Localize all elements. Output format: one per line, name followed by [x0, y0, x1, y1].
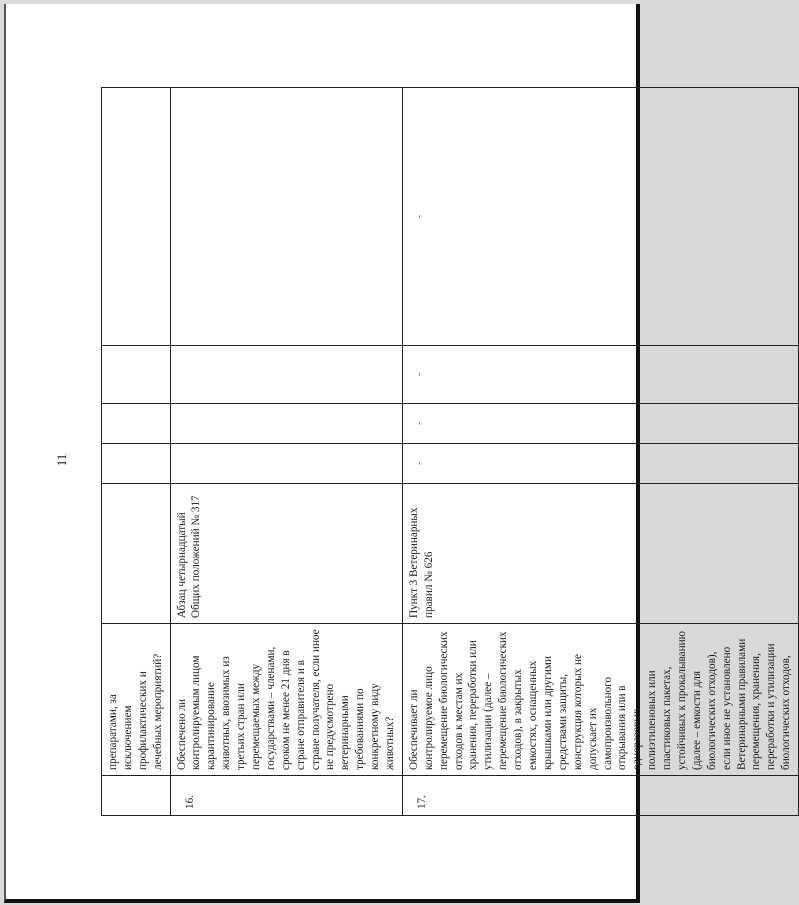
mark-cell-yes: - — [402, 444, 798, 484]
note-cell: - — [402, 88, 798, 346]
document-page — [4, 4, 793, 903]
note-cell — [102, 88, 171, 346]
mark-cell-yes — [102, 444, 171, 484]
table-row — [170, 88, 402, 816]
page-number: 11 — [54, 453, 69, 467]
mark-cell-not-applicable: - — [402, 346, 798, 404]
reference-cell: Абзац четырнадцатый Общих положений № 317 — [170, 484, 402, 624]
mark-cell-no — [102, 404, 171, 444]
mark-cell-yes — [170, 444, 402, 484]
rotated-table-container — [101, 88, 793, 816]
mark-cell-not-applicable — [102, 346, 171, 404]
row-number-cell: 16. — [170, 776, 402, 816]
row-number-cell — [102, 776, 171, 816]
mark-cell-not-applicable — [170, 346, 402, 404]
reference-cell: Пункт 3 Ветеринарных правил № 626 — [402, 484, 798, 624]
note-cell — [170, 88, 402, 346]
table-row — [402, 88, 798, 816]
table-row — [102, 88, 171, 816]
question-cell: Обеспечено ли контролируемым лицом карантинирование животных, ввозимых из третьих стран или перемещаемых между государствами – членами, сроком не менее 21 дня в стране отправителя и в стране получателя, если иное не предусмотрено ветеринарными требованиями по конкретному виду животных? — [170, 624, 402, 776]
checklist-table — [101, 87, 799, 816]
mark-cell-no — [170, 404, 402, 444]
reference-cell — [102, 484, 171, 624]
question-cell: Обеспечивает ли контролируемое лицо перемещение биологических отходов к местам их хранения, переработки или утилизации (далее – перемещение биологических отходов), в закрытых емкостях, оснащенных крышками или другими средствами защиты, конструкция которых не допускает их самопроизвольного открывания или в одноразовых полиэтиленовых или пластиковых пакетах, устойчивых к прокалыванию (далее – емкости для биологических отходов), если иное не установлено Ветеринарными правилами перемещения, хранения, переработки и утилизации биологических отходов, — [402, 624, 798, 776]
mark-cell-no: - — [402, 404, 798, 444]
row-number-cell: 17. — [402, 776, 798, 816]
question-cell: препаратами, за исключением профилактических и лечебных мероприятий? — [102, 624, 171, 776]
